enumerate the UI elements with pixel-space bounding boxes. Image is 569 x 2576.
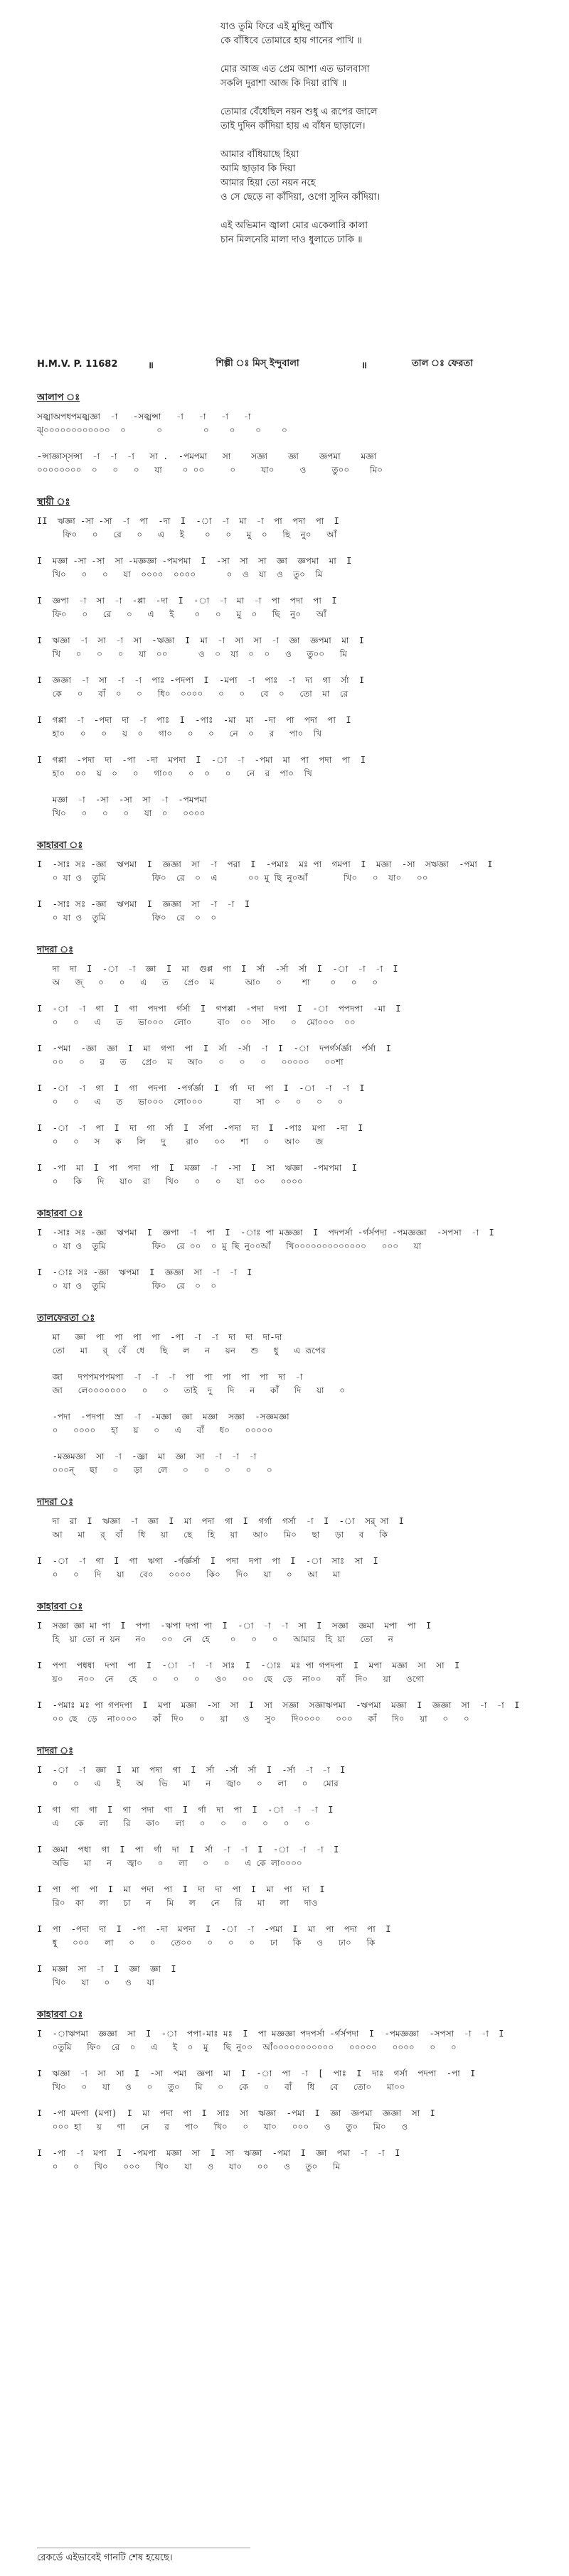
swara-row: -ন্সাজ্ঞাস্সন্সা -া -া -া সা . -পমপমা সা সজ্ঞা জ্ঞা জ্ঞপমা মজ্ঞা xyxy=(37,451,377,461)
lyric-line: যাও তুমি ফিরে এই মুছিনু আঁখি xyxy=(220,21,334,32)
notation-phrase xyxy=(37,1659,535,1686)
swara-row: I -া -া জ্ঞা I মা পদা গা I র্সা -র্সা র্সা I -র্সা -া -া I xyxy=(37,1765,346,1775)
bani-row: খি০ ০ ০ ০ যা ০ ০০০০ xyxy=(37,808,206,818)
notation-phrase xyxy=(37,1843,535,1870)
notation-phrase xyxy=(37,858,535,885)
notation-phrase xyxy=(37,1161,535,1188)
swara-row: দা দা I -া -া জ্ঞা I মা গুপ্প গা I র্সা -র্সা র্সা I -া -া -া I xyxy=(37,964,398,974)
lyric-line: আমার হিয়া তো নয়ন নহে xyxy=(220,178,316,188)
notation-section xyxy=(37,2008,535,2174)
bani-row: ০০ ০ র ত প্রে০ ম আ০ ০ ০ ০ ০০০০০ ০০শা xyxy=(37,1057,344,1067)
section-title: তালফেরতা ঃ xyxy=(37,1313,95,1324)
swara-row: সজ্ঝাঅপধপমজ্ঝজ্ঞা -া -সজ্ঝন্সা -া -া -া -া xyxy=(37,412,251,422)
lyric-stanza xyxy=(220,105,519,134)
tala-credit: তাল ঃ ফেরতা xyxy=(412,358,473,369)
notation-phrase xyxy=(37,1764,535,1791)
notation-phrase xyxy=(37,753,535,780)
notation-phrase xyxy=(37,1331,535,1358)
section-title: কাহারবা ঃ xyxy=(37,840,83,851)
swara-row: I -া -া গা I গা পদপা -পর্গর্জ্ঞা I র্গা দা পা I -া -া -া I xyxy=(37,1083,365,1093)
notation-phrase xyxy=(37,1619,535,1646)
section-title: আলাপ ঃ xyxy=(37,392,80,403)
lyric-line: আমি ছাড়াব কি দিয়া xyxy=(220,163,296,174)
swara-row: দা রা I ঋজ্ঞা -া জ্ঞা I মা পদা গা I গর্গা গর্সা -া I -া সর্ সা I xyxy=(37,1516,404,1526)
swaralipi-notation xyxy=(37,391,535,2192)
swara-row: I -সাঃ সঃ -জ্ঞা ঋপমা I জ্ঞজ্ঞা সা -া পরা I -পমাঃ মঃ পা গমপা I মজ্ঞা -সা সঋজ্ঞা -পমা I xyxy=(37,859,493,869)
lyric-line: চান মিলনেরি মালা দাও ধুলাতে ঢাকি ॥ xyxy=(220,235,363,245)
bani-row: ০ কি দি য়া০ রা খি০ ০ ০ যা ০০ ০০০০ xyxy=(37,1176,303,1186)
notation-phrase xyxy=(37,674,535,701)
bani-row: হি য়া তো ন য়ন ন০ ০০ নে হে ০ ০ ০ আমার হি য়া তো ন xyxy=(37,1634,393,1644)
swara-row: I -পা মদপা (মপা) I মা পদা পা I সাঃ সা ঋজ্ঞা -পমা I জ্ঞা জ্ঞপমা জ্ঞজ্ঞা সা I xyxy=(37,2108,435,2118)
separator: ॥ xyxy=(148,360,154,371)
notation-phrase xyxy=(37,515,535,542)
notation-phrase xyxy=(37,1923,535,1950)
song-lyrics xyxy=(220,20,519,262)
notation-phrase xyxy=(37,2067,535,2094)
swara-row: I -া -া গা I গা ঋগা -র্গর্জ্ঞর্সা I পদা দপা পা I -া সাঃ সা I xyxy=(37,1556,378,1566)
section-title: দাদরা ঃ xyxy=(37,1746,74,1756)
notation-phrase xyxy=(37,1803,535,1830)
swara-row: I পা পা পা I মা পদা পা I দা দা পা I মা পা দা I xyxy=(37,1884,325,1894)
swara-row: I মজ্ঞা সা -া I জ্ঞা জ্ঞা I xyxy=(37,1964,176,1974)
notation-phrase xyxy=(37,1266,535,1293)
bani-row: রি০ কা লা চা ন মি ল নে রি মা লা দাও xyxy=(37,1898,318,1908)
bani-row: কে ০ বাঁ ০ ০ ধি০ ০০০০ ০ ০ বে ০ তো মা রে xyxy=(37,689,349,699)
bani-row: অভি মা ন জ্বা০ ০ লা ০ ০ এ কে লা০০০০ xyxy=(37,1858,302,1868)
notation-phrase xyxy=(37,554,535,581)
section-title: স্থায়ী ঃ xyxy=(37,497,70,508)
notation-phrase xyxy=(37,1226,535,1253)
bani-row: খি০ ০ যা ও ০ তু০ মি ০ কে ০ বাঁ ধি বে তো০ মা০০ xyxy=(37,2082,405,2092)
lyric-line: কে বাঁধিবে তোমারে হায় গানের পাখি ॥ xyxy=(220,36,362,46)
bani-row: ঝ্০০০০০০০০০০০০ ০ ০ ০ ০ ০ ০ xyxy=(37,425,287,435)
notation-section xyxy=(37,1311,535,1477)
notation-phrase xyxy=(37,2107,535,2134)
swara-row: I -া -া গা I গা পদপা র্গর্সা I গপপ্পা -পদা দপা I -া পপদপা -মা I xyxy=(37,1004,401,1014)
swara-row: I পপা পধধা দপা পা I -া -া -া সাঃ I -াঃ মঃ পা গপদপা I মপা মজ্ঞা সা সা I xyxy=(37,1660,460,1670)
swara-row: জা দপপমপপমপা -া -া -া পা পা পা পা পা দা -া xyxy=(37,1372,303,1382)
notation-phrase xyxy=(37,1042,535,1069)
bani-row: ০ যা ও তুমি ফি০ রে ০০ ০ মু ছি নু০০আঁ খি০০০০০০০০০০০০০ ০০০ যা xyxy=(37,1241,422,1251)
bani-row: তো মা র্ বেঁ ধে ছি ল ন য়ন শু ধু এ রূপের xyxy=(37,1346,326,1356)
bani-row: এ কে লা রি কা০ লা ০ ০ ০ ০ ০ ০ xyxy=(37,1818,310,1828)
lyric-stanza xyxy=(220,148,519,205)
notation-phrase xyxy=(37,450,535,477)
lyric-line: তাই দুদিন কাঁদিয়া হায় এ বাঁধন ছাড়ালে। xyxy=(220,121,366,132)
swara-row: মা জ্ঞা পা পা পা পা -পা -া -া দা দা দা-দা xyxy=(37,1332,282,1342)
section-title: দাদরা ঃ xyxy=(37,945,74,955)
swara-row: I -পমাঃ মঃ পা গপদপা I মপা মজ্ঞা -সা সা I সা সজ্ঞা সজ্ঞাঋপমা -ঋপমা মজ্ঞা I জ্ঞজ্ঞা সা -া -া I xyxy=(37,1700,520,1710)
bani-row: ০ ০ এ ত ভা০০০ লো০ বা০ ০০ সা০ ০ মো০০০ ০০ xyxy=(37,1017,356,1027)
end-note: রেকর্ডে এইভাবেই গানটি শেষ হয়েছে। xyxy=(37,2548,250,2566)
notation-phrase xyxy=(37,634,535,661)
bani-row: আ মা র্ বাঁ ধি য়া ছে হি য়া আ০ মি০ ছা ড়া ব কি xyxy=(37,1530,388,1540)
bani-row: ০০০ হা য় গা নে র পা০ খি০ ০ যা০ ০০০ ও তু০ মি০ ও xyxy=(37,2122,408,2132)
lyric-stanza xyxy=(220,20,519,48)
notation-section xyxy=(37,1207,535,1293)
bani-row: ০ যা ও তুমি ফি০ রে ০ ০ xyxy=(37,1281,217,1291)
swara-row: I জ্ঞপা -া সা -া -প্পা -দা I -া -া মা -া পা পদা পা I xyxy=(37,596,337,606)
notation-phrase xyxy=(37,1370,535,1397)
bani-row: খি০ ০ ০ যা ০০০০ ০০০০ ০ ও যা ও তু০ মি xyxy=(37,569,323,579)
bani-row: অ জ্ ০ ০ এ ত প্রে০ ম আ০ ০ শা ০ ০ ০ xyxy=(37,977,378,987)
swara-row: II ঋজ্ঞা -সা -সা -া পা -দা I -া -া মা -া পা পদা পা I xyxy=(37,516,339,526)
swara-row: I -পমা -জ্ঞা জ্ঞা I মা গপা পা I র্সা -র্সা -া I -া দপর্গর্সর্জ্ঞা র্পর্সা I xyxy=(37,1043,391,1053)
record-info xyxy=(37,357,549,372)
notation-phrase xyxy=(37,1450,535,1477)
bani-row: জা লে০০০০০০০ ০ ০ তাই দু দি ন কাঁ দি য়া ০ xyxy=(37,1385,346,1395)
swara-row: I -াঋপমা জ্ঞজ্ঞা সা I -া পপা-মাঃ মঃ I পা মজ্ঞজ্ঞা পদপর্সা -র্গর্সপদা I -পমজ্ঞজ্ঞা -সপসা -া -া I xyxy=(37,2029,504,2039)
notation-phrase xyxy=(37,2147,535,2174)
lyric-line: তোমার বেঁধেছিল নয়ন শুধু এ রূপের জালে xyxy=(220,107,378,117)
swara-row: I জ্ঞজ্ঞা -া সা -া -া পাঃ -পদপা I -মপা -া পাঃ -া দা গা র্সা I xyxy=(37,675,365,685)
bani-row: ০০০ন্ ছা ০ ড়া লে ০ ০ ০ ০ ০ xyxy=(37,1465,272,1475)
swara-row: I গপ্পা -া -পদা দা -া পাঃ I -পাঃ -মা মা -দা পা পদা পা I xyxy=(37,715,351,725)
notation-section xyxy=(37,1600,535,1726)
swara-row: I সজ্ঞা জ্ঞা মা পা I পপা -ঋপা দপা পা I -া -া -া সা I সজ্ঞা জ্ঞমা মপা পা I xyxy=(37,1621,432,1631)
notation-phrase xyxy=(37,1082,535,1109)
bani-row: ০তুমি ফি০ রে ০ এ ই ০ মু ছি নু০০ আঁ০০০০০০০০০০০ ০০০০০ ০০০০ ০ ০ xyxy=(37,2042,457,2052)
section-title: কাহারবা ঃ xyxy=(37,1601,83,1612)
notation-section xyxy=(37,495,535,820)
bani-row: ০ ০ খি০ ০০০ খি০ যা ও যা০ ০০ ও তু০ মি xyxy=(37,2162,341,2172)
section-title: কাহারবা ঃ xyxy=(37,2009,83,2020)
bani-row: হা০ ০ ০ য় ০ গা০ ০ ০ নে ০ র পা০ খি xyxy=(37,729,322,739)
notation-phrase xyxy=(37,714,535,741)
bani-row: ০০ ছে ড়ে না০০০০ কাঁ দি০ ০ য়া ও সু০ দি০০০০ ০০০ কাঁ দি০ য়া ০ ০ xyxy=(37,1714,469,1724)
notation-phrase xyxy=(37,2027,535,2054)
bani-row: ০০০০০০০০ ০ ০ ০ যা ০ ০০ ০ যা০ ও তু০০ মি০ xyxy=(37,465,383,475)
notation-phrase xyxy=(37,410,535,437)
notation-phrase xyxy=(37,1963,535,1990)
swara-row: -পদা -পদপা স্রা -া -মজ্ঞা জ্ঞা মজ্ঞা সজ্ঞা -সজ্ঞমজ্ঞা xyxy=(37,1412,289,1422)
section-title: দাদরা ঃ xyxy=(37,1497,74,1508)
bani-row: য়০ ন০০ নে হে ০ ০ ০ ও০ ০০ ছে ড়ে না০০ কাঁ দি০ য়া ওগো xyxy=(37,1674,424,1684)
lyric-line: সকলি দুরাশা আজ কি দিয়া রাখি ॥ xyxy=(220,78,347,89)
notation-phrase xyxy=(37,594,535,621)
bani-row: ০ ০০০০ হা য় ০ এ বাঁ ধ০ ০০০০০ xyxy=(37,1425,273,1435)
lyric-stanza xyxy=(220,63,519,91)
lyric-line: আমার বাঁধিয়াছে হিয়া xyxy=(220,149,299,160)
swara-row: I জ্ঞমা পধা গা I পা র্গা দা I র্সা -া -া I -া -া -া I xyxy=(37,1845,339,1855)
notation-phrase xyxy=(37,1515,535,1542)
bani-row: ফি০ ০ রে ০ এ ই ০ ০ মু ০ ছি নু০ আঁ xyxy=(37,609,326,619)
notation-section xyxy=(37,943,535,1188)
notation-phrase xyxy=(37,1883,535,1910)
swara-row: I ঋজ্ঞা -া সা -া সা -ঋজ্ঞা I মা -া সা সা -া জ্ঞা জ্ঞপমা মা I xyxy=(37,635,365,645)
swara-row: I -া -া পা I দা গা র্সা I র্সপা -পদা দা I -পাঃ মপা -দা I xyxy=(37,1123,363,1133)
notation-phrase xyxy=(37,1555,535,1582)
notation-phrase xyxy=(37,1002,535,1029)
notation-section xyxy=(37,1496,535,1582)
swara-row: I গা গা গা I গা পদা গা I র্গা দা পা I -া -া -া I xyxy=(37,1805,334,1815)
notation-section xyxy=(37,391,535,477)
artist-credit: শিল্পী ঃ মিস্ ইন্দুবালা xyxy=(216,358,299,369)
swara-row: I পা -পদা দা I -পা -দা মপদা I -া -া -পমা I মা পা পদা পা I xyxy=(37,1924,391,1934)
bani-row: খি০ যা ০ ও যা xyxy=(37,1977,154,1987)
notation-phrase xyxy=(37,1410,535,1437)
lyric-stanza xyxy=(220,219,519,247)
notation-section xyxy=(37,839,535,925)
section-title: কাহারবা ঃ xyxy=(37,1208,83,1219)
swara-row: -মজ্ঞমজ্ঞা সা -া -জ্ঞ্র্রা মা জ্ঞা সা -া -া -া xyxy=(37,1451,257,1461)
swara-row: মজ্ঞা -া -সা -সা সা -া -পমপমা xyxy=(37,795,207,805)
notation-phrase xyxy=(37,793,535,820)
bani-row: ধু ০০০ লা ০ ০ তে০০ ০ ০ ০ ঢা কি ও ঢা০ কি xyxy=(37,1938,376,1948)
swara-row: I -সাঃ সঃ -জ্ঞা ঋপমা I জ্ঞজ্ঞা সা -া -া I xyxy=(37,899,250,909)
bani-row: ০ যা ও তুমি ফি০ রে ০ ০ xyxy=(37,913,217,923)
notation-phrase xyxy=(37,1122,535,1149)
notation-phrase xyxy=(37,1699,535,1726)
swara-row: I গপ্পা -পদা দা -পা -দা মপদা I -া -া -পমা মা পা পদা পা I xyxy=(37,755,366,765)
notation-section xyxy=(37,1744,535,1990)
swara-row: I মজ্ঞা -সা -সা সা -মজ্ঞজ্ঞা -পমপমা I -সা সা সা জ্ঞা জ্ঞপমা মা I xyxy=(37,556,352,566)
separator: ॥ xyxy=(361,360,367,371)
bani-row: ০ ০ দি য়া বে০ ০০০০ কি০ দি০ য়া ০ আ মা xyxy=(37,1569,341,1579)
bani-row: ০ ০ স ক লি দু রা০ ০০ শা ০ আ০ জ xyxy=(37,1137,324,1147)
bani-row: ০ ০ এ ই অ ভি মা ন জ্বা০ ০ লা ০ মোর xyxy=(37,1778,339,1788)
swara-row: I -পা -া মপা I -পমপা মজ্ঞা সা I সা ঋজ্ঞা -পমা I জ্ঞা পমা -া -া I xyxy=(37,2148,400,2158)
swara-row: I -াঃ সঃ -জ্ঞা ঋপমা I জ্ঞজ্ঞা সা -া -া I xyxy=(37,1267,252,1277)
notation-phrase xyxy=(37,898,535,925)
lyric-line: ও সে ছেড়ে না কাঁদিয়া, ওগো সুদিন কাঁদিয়া। xyxy=(220,192,380,203)
swara-row: I -পা মা I পা পদা পা I মজ্ঞা -া -সা I সা ঋজ্ঞা -পমপমা I xyxy=(37,1163,357,1173)
bani-row: হা০ ০০ য় ০ ০ গা০০ ০ ০ ০ নে র পা০ খি xyxy=(37,768,312,778)
bani-row: ০ যা ও তুমি ফি০ রে ০ এ ০০ মু ছি নু০আঁ খি০ ০ যা০ ০০ xyxy=(37,873,428,883)
lyric-line: এই অভিমান জ্বালা মোর একেলারি কালা xyxy=(220,220,368,231)
bani-row: ০ ০ এ ত ভা০০০ লো০০০ বা সা ০ ০ ০ ০ xyxy=(37,1097,344,1107)
swara-row: I ঋজ্ঞা -া সা সা I -সা পমা জ্ঞপা মা I -া পা -া [ পাঃ I দাঃ গর্সা পদপা -পা I xyxy=(37,2068,476,2078)
swara-row: I -সাঃ সঃ -জ্ঞা ঋপমা I জ্ঞপা -া পা I -াঃ পা মজ্ঞজ্ঞা I পদপর্সা -র্গর্সপদা -পমজ্ঞজ্ঞা -সপসা -া I xyxy=(37,1228,494,1238)
notation-phrase xyxy=(37,962,535,989)
lyric-line: মোর আজ এত প্রেম আশা এত ভালবাসা xyxy=(220,64,370,75)
bani-row: ফি০ ০ রে ০ এ ই ০ ০ মু ০ ছি নু০ আঁ xyxy=(37,530,337,540)
bani-row: খি ০ ০ ০ যা ০০ ও ০ যা ০ ০ ও তু০০ মি xyxy=(37,649,347,659)
record-number: H.M.V. P. 11682 xyxy=(37,359,118,370)
